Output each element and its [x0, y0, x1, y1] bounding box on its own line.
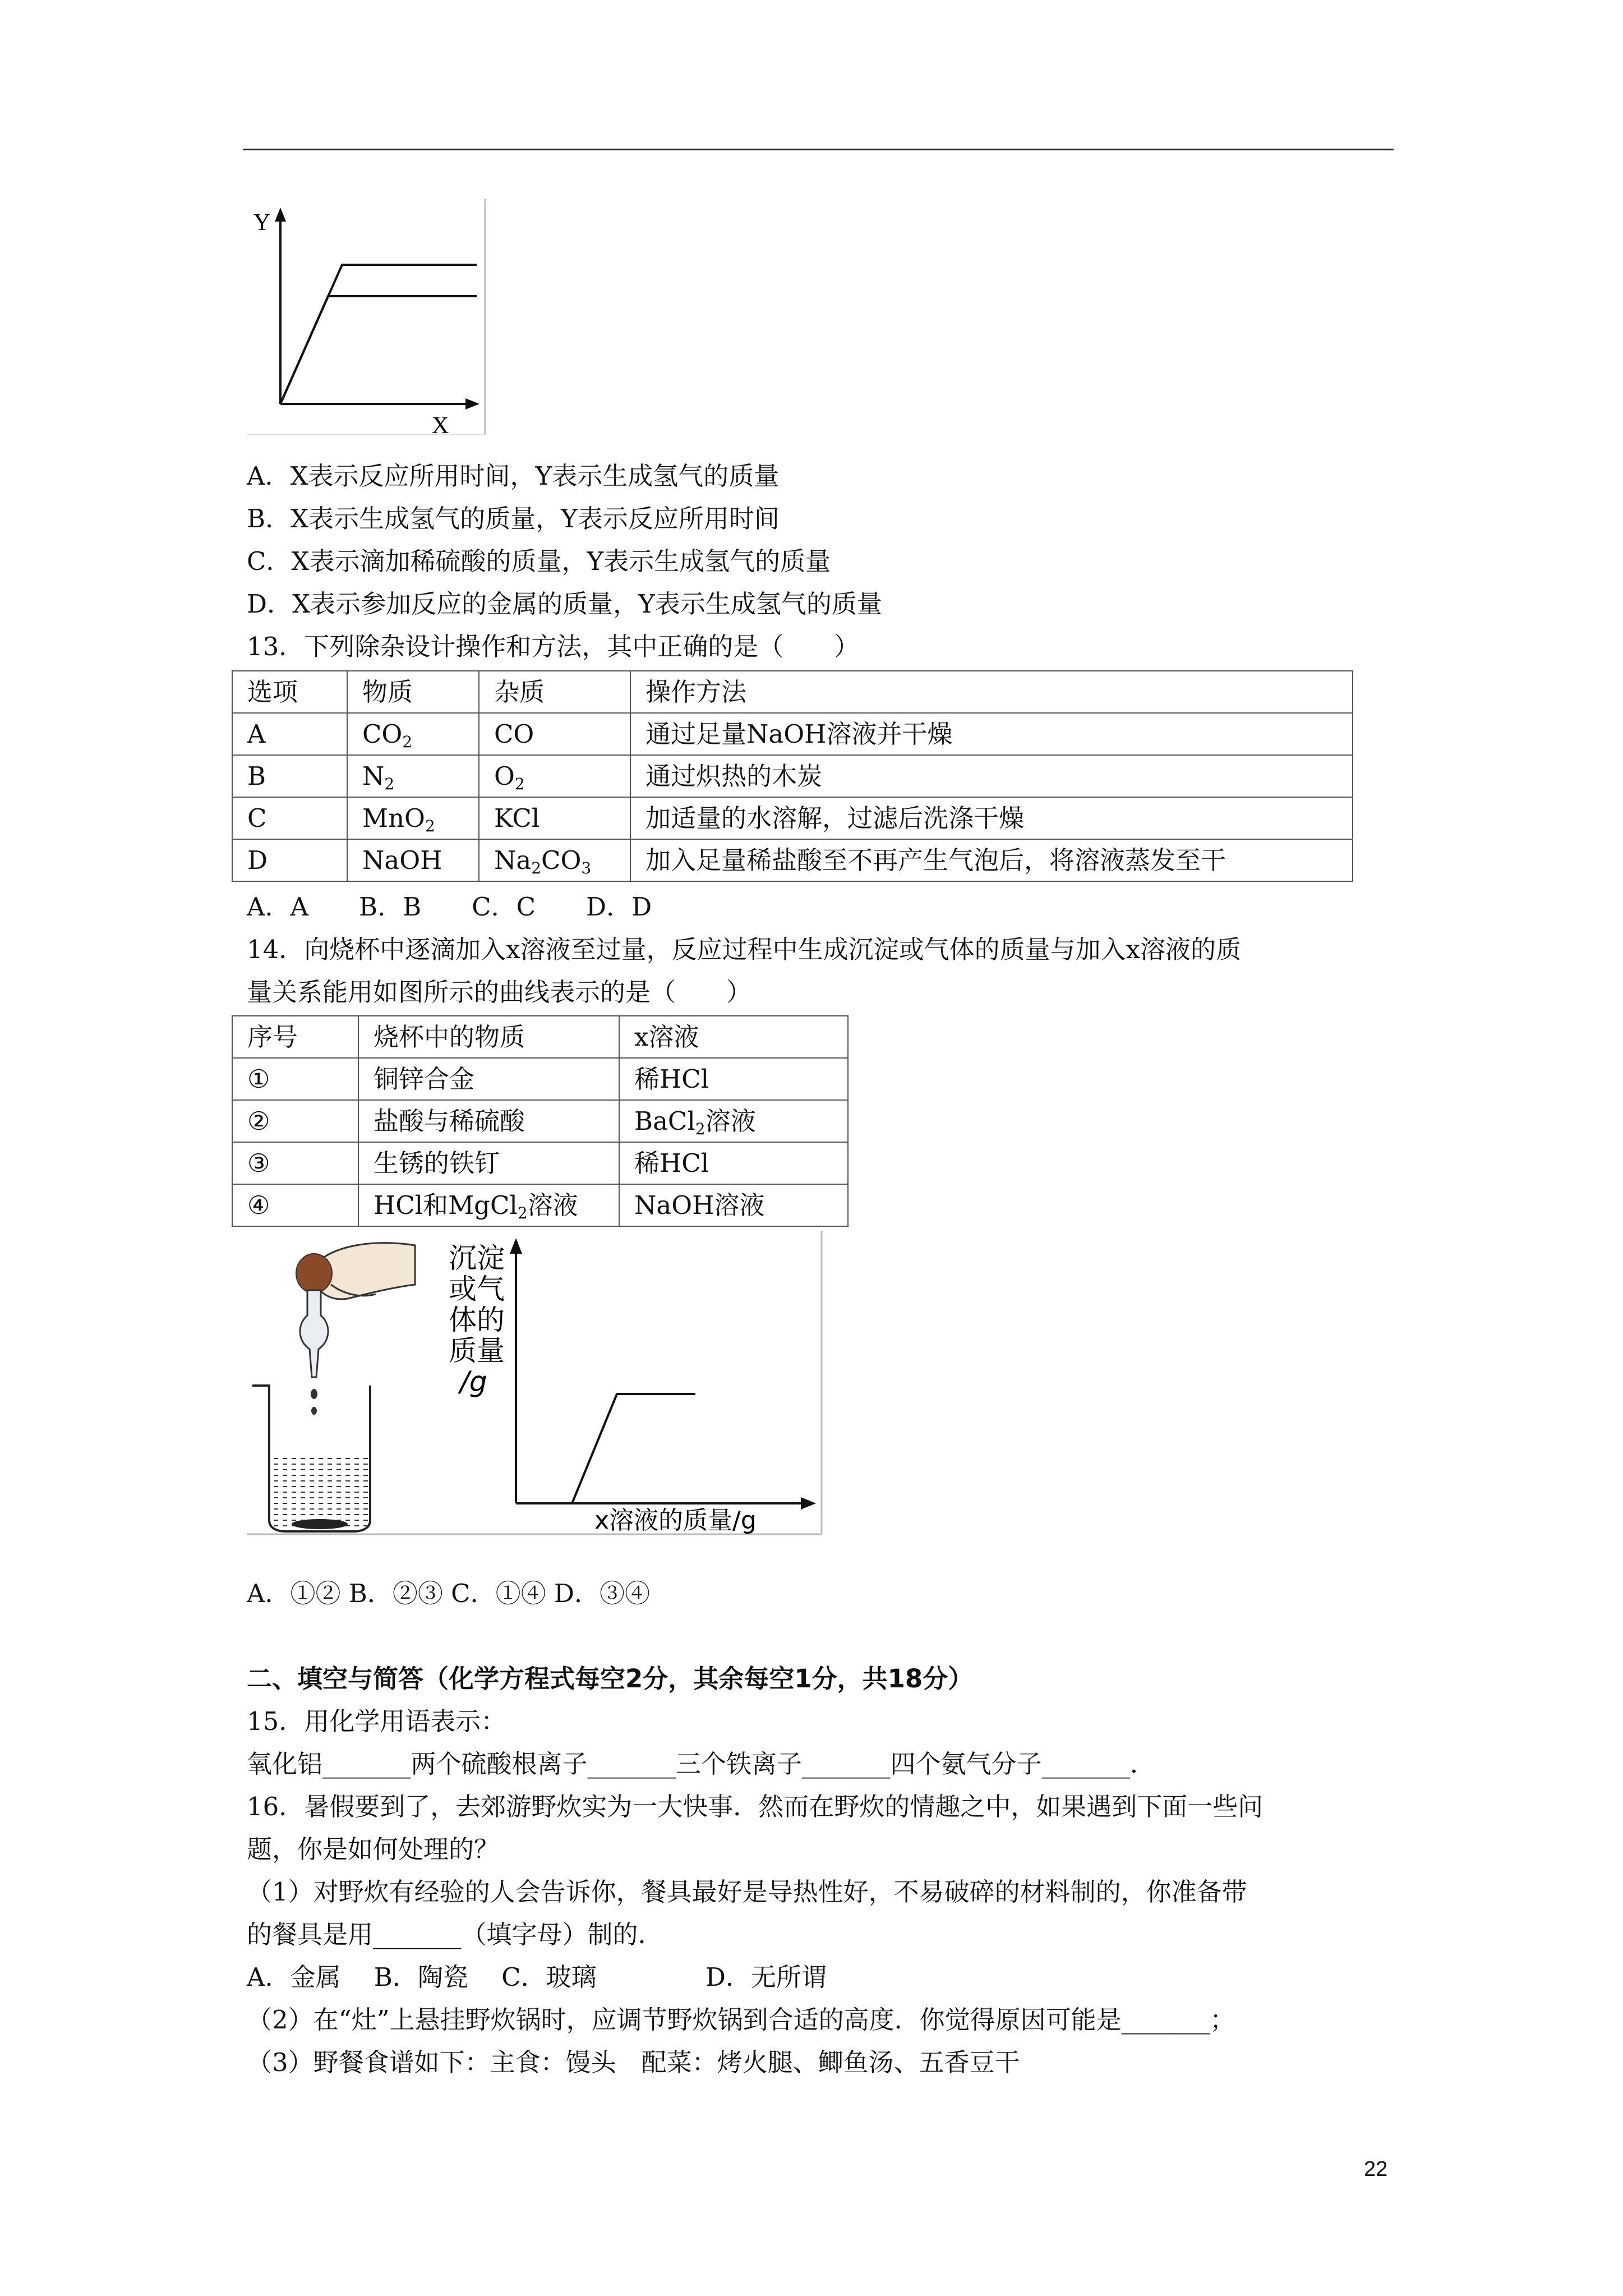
table-row: [232, 1016, 848, 1058]
q14-figure: [247, 1231, 824, 1537]
table-header-cell: 序号: [232, 1016, 358, 1058]
formula-subscript: 2: [517, 1204, 528, 1222]
table-row: [232, 1058, 848, 1100]
dropper-bulb: [296, 1254, 332, 1293]
table-row: [232, 1142, 848, 1184]
q14-table: [232, 1015, 849, 1227]
formula-subscript: 2: [531, 859, 542, 877]
table-cell: ③: [232, 1142, 358, 1184]
q16-part1-line2: 的餐具是用_______（填字母）制的．: [247, 1920, 663, 1949]
q14-ylabel-line: /g: [460, 1365, 487, 1398]
beaker-liquid: [270, 1456, 369, 1529]
formula-text: CO: [362, 719, 403, 749]
table-header-cell: 烧杯中的物质: [358, 1016, 619, 1058]
formula-text: CO: [541, 845, 582, 875]
formula-text: BaCl: [634, 1106, 695, 1136]
formula-text: N: [362, 761, 385, 791]
header-rule: [243, 149, 1394, 150]
table-header-cell: 选项: [232, 671, 347, 713]
q13-table: [232, 670, 1353, 882]
q15-stem: 15．用化学用语表示：: [247, 1706, 506, 1736]
q12-y-arrow: [275, 208, 286, 222]
q14-ylabel-line: 或气: [449, 1273, 505, 1305]
formula-text: O: [494, 761, 515, 791]
formula-text: 溶液: [527, 1190, 578, 1220]
section2-heading: 二、填空与简答（化学方程式每空2分，其余每空1分，共18分）: [247, 1664, 974, 1694]
table-cell: [619, 1100, 848, 1142]
table-cell: D: [232, 839, 347, 881]
q16-stem-line2: 题，你是如何处理的？: [247, 1834, 500, 1864]
q14-stem-line2: 量关系能用如图所示的曲线表示的是（ ）: [247, 977, 752, 1007]
table-cell: NaOH: [347, 839, 479, 881]
table-cell: ①: [232, 1058, 358, 1100]
table-cell: 铜锌合金: [358, 1058, 619, 1100]
q16-stem-line1: 16．暑假要到了，去郊游野炊实为一大快事．然而在野炊的情趣之中，如果遇到下面一些问: [247, 1792, 1264, 1821]
q14-ylabel-line: 沉淀: [449, 1242, 505, 1274]
formula-text: HCl和MgCl: [374, 1190, 518, 1220]
formula-text: 溶液: [705, 1106, 756, 1136]
table-cell: 通过足量NaOH溶液并干燥: [630, 713, 1353, 755]
table-header-cell: 杂质: [479, 671, 630, 713]
table-row: [232, 839, 1353, 881]
formula-subscript: 2: [384, 775, 395, 793]
formula-subscript: 2: [514, 775, 525, 793]
q14-x-arrow: [801, 1497, 816, 1510]
table-cell: NaOH溶液: [619, 1184, 848, 1226]
q16-part2: （2）在“灶”上悬挂野炊锅时，应调节野炊锅到合适的高度．你觉得原因可能是_______；: [247, 2005, 1235, 2035]
table-cell: [347, 797, 479, 839]
formula-subscript: 3: [581, 859, 592, 877]
q12-ylabel: Y: [253, 210, 271, 236]
q16-part1-line1: （1）对野炊有经验的人会告诉你，餐具最好是导热性好，不易破碎的材料制的，你准备带: [247, 1877, 1247, 1907]
q12-curve-upper: [280, 265, 477, 404]
table-cell: B: [232, 755, 347, 797]
table-cell: KCl: [479, 797, 630, 839]
table-cell: [358, 1184, 619, 1226]
table-cell: [347, 755, 479, 797]
q16-part1-options: A．金属 B．陶瓷 C．玻璃 D．无所谓: [247, 1962, 827, 1992]
q12-option-c: C．X表示滴加稀硫酸的质量，Y表示生成氢气的质量: [247, 546, 831, 576]
table-header-cell: 物质: [347, 671, 479, 713]
dropper-tube: [300, 1290, 328, 1377]
liquid-drop: [311, 1407, 317, 1415]
table-cell: 加适量的水溶解，过滤后洗涤干燥: [630, 797, 1353, 839]
table-cell: [479, 839, 630, 881]
table-cell: [479, 755, 630, 797]
page-number: 22: [1364, 2157, 1388, 2181]
table-cell: 盐酸与稀硫酸: [358, 1100, 619, 1142]
q14-stem-line1: 14．向烧杯中逐滴加入x溶液至过量，反应过程中生成沉淀或气体的质量与加入x溶液的质: [247, 935, 1242, 964]
formula-subscript: 2: [425, 817, 435, 835]
q16-part3: （3）野餐食谱如下：主食：馒头 配菜：烤火腿、鲫鱼汤、五香豆干: [247, 2047, 1020, 2077]
table-cell: A: [232, 713, 347, 755]
table-cell: 生锈的铁钉: [358, 1142, 619, 1184]
formula-text: Na: [494, 845, 532, 875]
table-row: [232, 1100, 848, 1142]
q13-answers: A．A B．B C．C D．D: [247, 892, 652, 922]
table-row: [232, 797, 1353, 839]
formula-subscript: 2: [402, 733, 413, 751]
table-row: [232, 713, 1353, 755]
q12-xlabel: X: [432, 413, 449, 438]
q13-stem: 13．下列除杂设计操作和方法，其中正确的是（ ）: [247, 632, 860, 661]
q14-y-arrow: [510, 1238, 522, 1254]
table-cell: 稀HCl: [619, 1058, 848, 1100]
q14-xlabel: x溶液的质量/g: [594, 1506, 757, 1535]
q14-ylabel-line: 体的: [449, 1304, 505, 1336]
formula-subscript: 2: [695, 1120, 706, 1138]
q12-option-a: A．X表示反应所用时间，Y表示生成氢气的质量: [247, 461, 780, 491]
table-row: [232, 1184, 848, 1226]
q14-ylabel-line: 质量: [449, 1335, 505, 1367]
table-header-cell: 操作方法: [630, 671, 1353, 713]
q15-blanks: 氧化铝_______两个硫酸根离子_______三个铁离子_______四个氨气分子_______．: [247, 1749, 1156, 1779]
table-cell: [347, 713, 479, 755]
q14-answers: A．①② B．②③ C．①④ D．③④: [247, 1579, 650, 1608]
q14-curve: [572, 1394, 695, 1503]
beaker-sediment: [292, 1519, 348, 1529]
q12-option-b: B．X表示生成氢气的质量，Y表示反应所用时间: [247, 504, 780, 533]
q12-x-arrow: [465, 398, 479, 409]
table-header-cell: x溶液: [619, 1016, 848, 1058]
q12-option-d: D．X表示参加反应的金属的质量，Y表示生成氢气的质量: [247, 589, 882, 619]
table-cell: ②: [232, 1100, 358, 1142]
formula-text: MnO: [362, 803, 425, 833]
liquid-drop: [311, 1389, 317, 1399]
table-row: [232, 671, 1353, 713]
table-cell: ④: [232, 1184, 358, 1226]
table-cell: 加入足量稀盐酸至不再产生气泡后，将溶液蒸发至干: [630, 839, 1353, 881]
q12-chart: [247, 196, 488, 438]
q12-curve-lower: [280, 296, 477, 404]
table-cell: C: [232, 797, 347, 839]
table-cell: CO: [479, 713, 630, 755]
table-row: [232, 755, 1353, 797]
table-cell: 通过炽热的木炭: [630, 755, 1353, 797]
table-cell: 稀HCl: [619, 1142, 848, 1184]
